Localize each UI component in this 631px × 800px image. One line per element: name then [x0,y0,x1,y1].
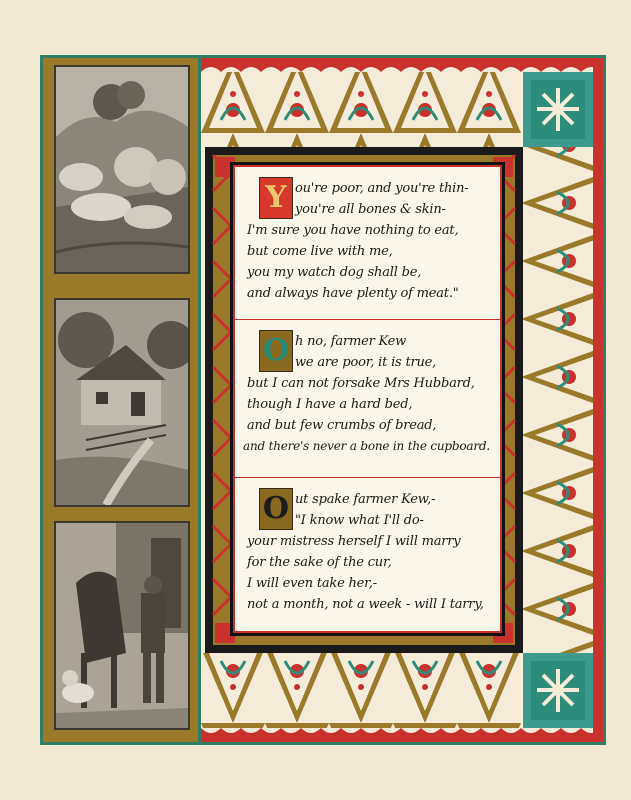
verse-line: h no, farmer Kew [295,334,407,349]
verse-line: and there's never a bone in the cupboard. [243,439,490,453]
drop-cap: O [259,488,293,530]
verse-line: you're all bones & skin- [295,202,446,217]
picture-column [43,58,201,742]
verse-line: not a month, not a week - will I tarry, [247,597,484,612]
verse-line: ut spake farmer Kew,- [295,492,436,507]
verse-line: "I know what I'll do- [295,513,424,528]
verse-line: I'm sure you have nothing to eat, [247,223,459,238]
verse-line: we are poor, it is true, [295,355,437,370]
drop-cap: O [259,330,293,372]
verse-line: I will even take her,- [247,576,377,591]
cottage-engraving [54,298,190,507]
drop-cap: Y [259,177,293,219]
stanza-3 [235,478,500,628]
verse-line: but come live with me, [247,244,393,259]
verse-line: you my watch dog shall be, [247,265,422,280]
verse-line: and always have plenty of meat." [247,286,459,301]
farmer-horse-dog-engraving [54,521,190,730]
verse-line: and but few crumbs of bread, [247,418,437,433]
sheep-engraving [54,65,190,274]
verse-line: for the sake of the cur, [247,555,392,570]
verse-line: but I can not forsake Mrs Hubbard, [247,376,475,391]
verse-line: ou're poor, and you're thin- [295,181,469,196]
verse-panel [233,165,502,633]
verse-line: though I have a hard bed, [247,397,413,412]
stanza-1 [235,167,500,320]
stanza-2 [235,320,500,478]
verse-line: your mistress herself I will marry [247,534,461,549]
